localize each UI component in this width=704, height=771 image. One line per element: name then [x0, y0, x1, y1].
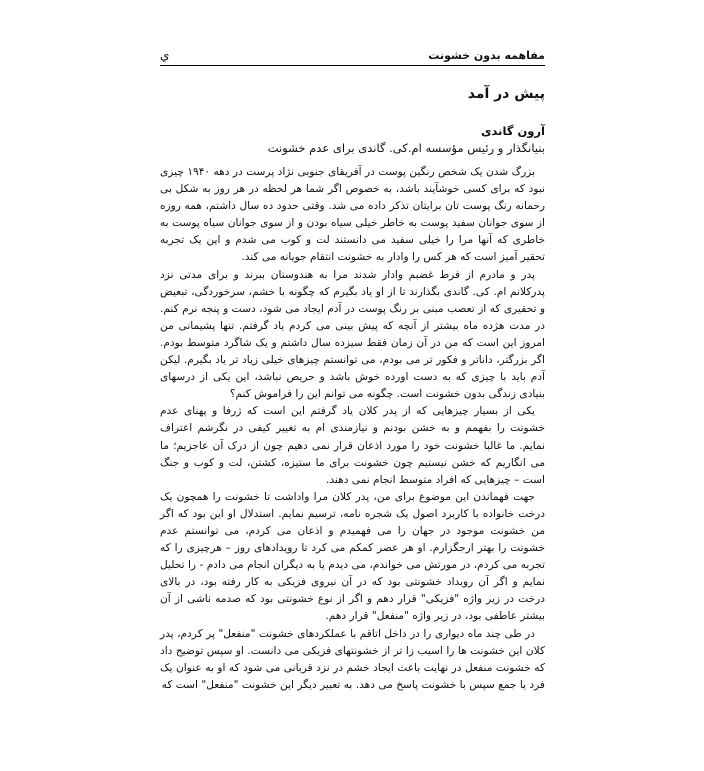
running-header [160, 47, 545, 66]
paragraph: جهت فهماندن این موضوع برای من، پدر کلان مرا واداشت تا خشونت را همچون یک درخت خانواده با کاربرد اصول یک شجره نامه، ترسیم نمایم. استدلال او این بود که اگر من خشونت موجود در جهان را می فهمیدم و اذعان می کردم، می توانستم عدم خشونت را بهتر ارجگزارم. او هر عصر کمکم می کرد تا رویدادهای روز – هرچیزی را که تجربه می کردم، در مورتش می خواندم، می دیدم یا به دیگران انجام می دادم - را تحلیل نمایم و اگر آن رویداد خشونتی بود که در آن نیروی فزیکی به کار رفته بود، در بالای درخت در زیر واژه "فزیکی" قرار دهم و اگر از نوع خشونتی بود که صدمه ناشی از آن بیشتر عاطفی بود، در زیر واژه "منفعل" قرار دهم. [160, 490, 545, 623]
page-number: ي [160, 48, 170, 62]
author-name: آرون گاندی [480, 124, 545, 138]
author-affiliation: بنیانگذار و رئیس مؤسسه ام.کی. گاندی برای عدم خشونت [267, 141, 545, 155]
header-title: مفاهمه بدون خشونت [428, 49, 545, 62]
paragraph: یکی از بسیار چیزهایی که از پدر کلان یاد گرفتم این است که ژرفا و پهنای عدم خشونت را بفهمم و به خشن بودنم و نیازمندی ام به تغییر کیفی در نگرشم اعتراف نمایم. ما غالبا خشونت خود را مورد اذعان قرار نمی دهیم چون از درک آن عاجزیم؛ ما می انگاریم که خشن نیستیم چون خشونت برای ما ستیزه، کشتن، لت و کوب و جنگ است – چیزهایی که افراد متوسط انجام نمی دهند. [160, 405, 545, 486]
chapter-title: پيش در آمد [467, 86, 545, 102]
paragraph: در طی چند ماه دیواری را در داخل اتاقم با عملکردهای خشونت "منفعل" پر کردم، پدر کلان این خشونت ها را اسیب زا تر از خشونتهای فزیکی می دانست. او سپس توضیح داد که خشونت منفعل در نهایت باعث ایجاد خشم در نزد قربانی می شود که او به عنوان یک فرد یا جمع سپس با خشونت پاسخ می دهد. به تعبیر دیگر این خشونت "منفعل" است که [160, 627, 545, 691]
body-text [160, 164, 545, 694]
paragraph: بزرگ شدن یک شخص رنگین پوست در آفریقای جنوبی نژاد پرست در دهه ۱۹۴۰ چیزی نبود که برای کسی خوشآیند باشد، به خصوص اگر شما هر لحظه در هر روز به شکل بی رحمانه رنگ پوست تان برایتان تذکر داده می شد. وقتی حدود ده سال داشتم، همه روزه از سوی جوانان سفید پوست به خاطر خیلی سیاه بودن و از سوی جوانان سیاه پوست به خاطری که آنها مرا را خیلی سفید می دانستند لت و کوب می شدم و این یک تجربه تحقیر آمیز است که هر کس را وادار به خشونت انتقام جویانه می کند. [160, 166, 545, 264]
paragraph: پدر و مادرم از فرط غضبم وادار شدند مرا به هندوستان ببرند و برای مدتی نزد پدرکلانم ام. کی. گاندی بگذارند تا از او یاد بگیرم که چگونه با خشم، سرخوردگی، تبعیض و تحقیری که از تعصب مبنی بر رنگ پوست در آدم ایجاد می شود، دست و پنجه نرم کنم. در مدت هژده ماه بیشتر از آنچه که پیش بینی می کردم یاد گرفتم. تنها پشیمانی من امروز این است که من در آن زمان فقط سیزده سال داشتم و یک شاگرد متوسط بودم. اگر بزرگتر، داناتر و فکور تر می بودم، می توانستم چیزهای خیلی زیاد تر یاد بگیرم. لیکن آدم باید با چیزی که به دست اورده خوش باشد و حریص نباشد، این یکی از درسهای بنیادی زندگی بدون خشونت است. چگونه می توانم این را فراموش کنم؟ [160, 268, 545, 401]
